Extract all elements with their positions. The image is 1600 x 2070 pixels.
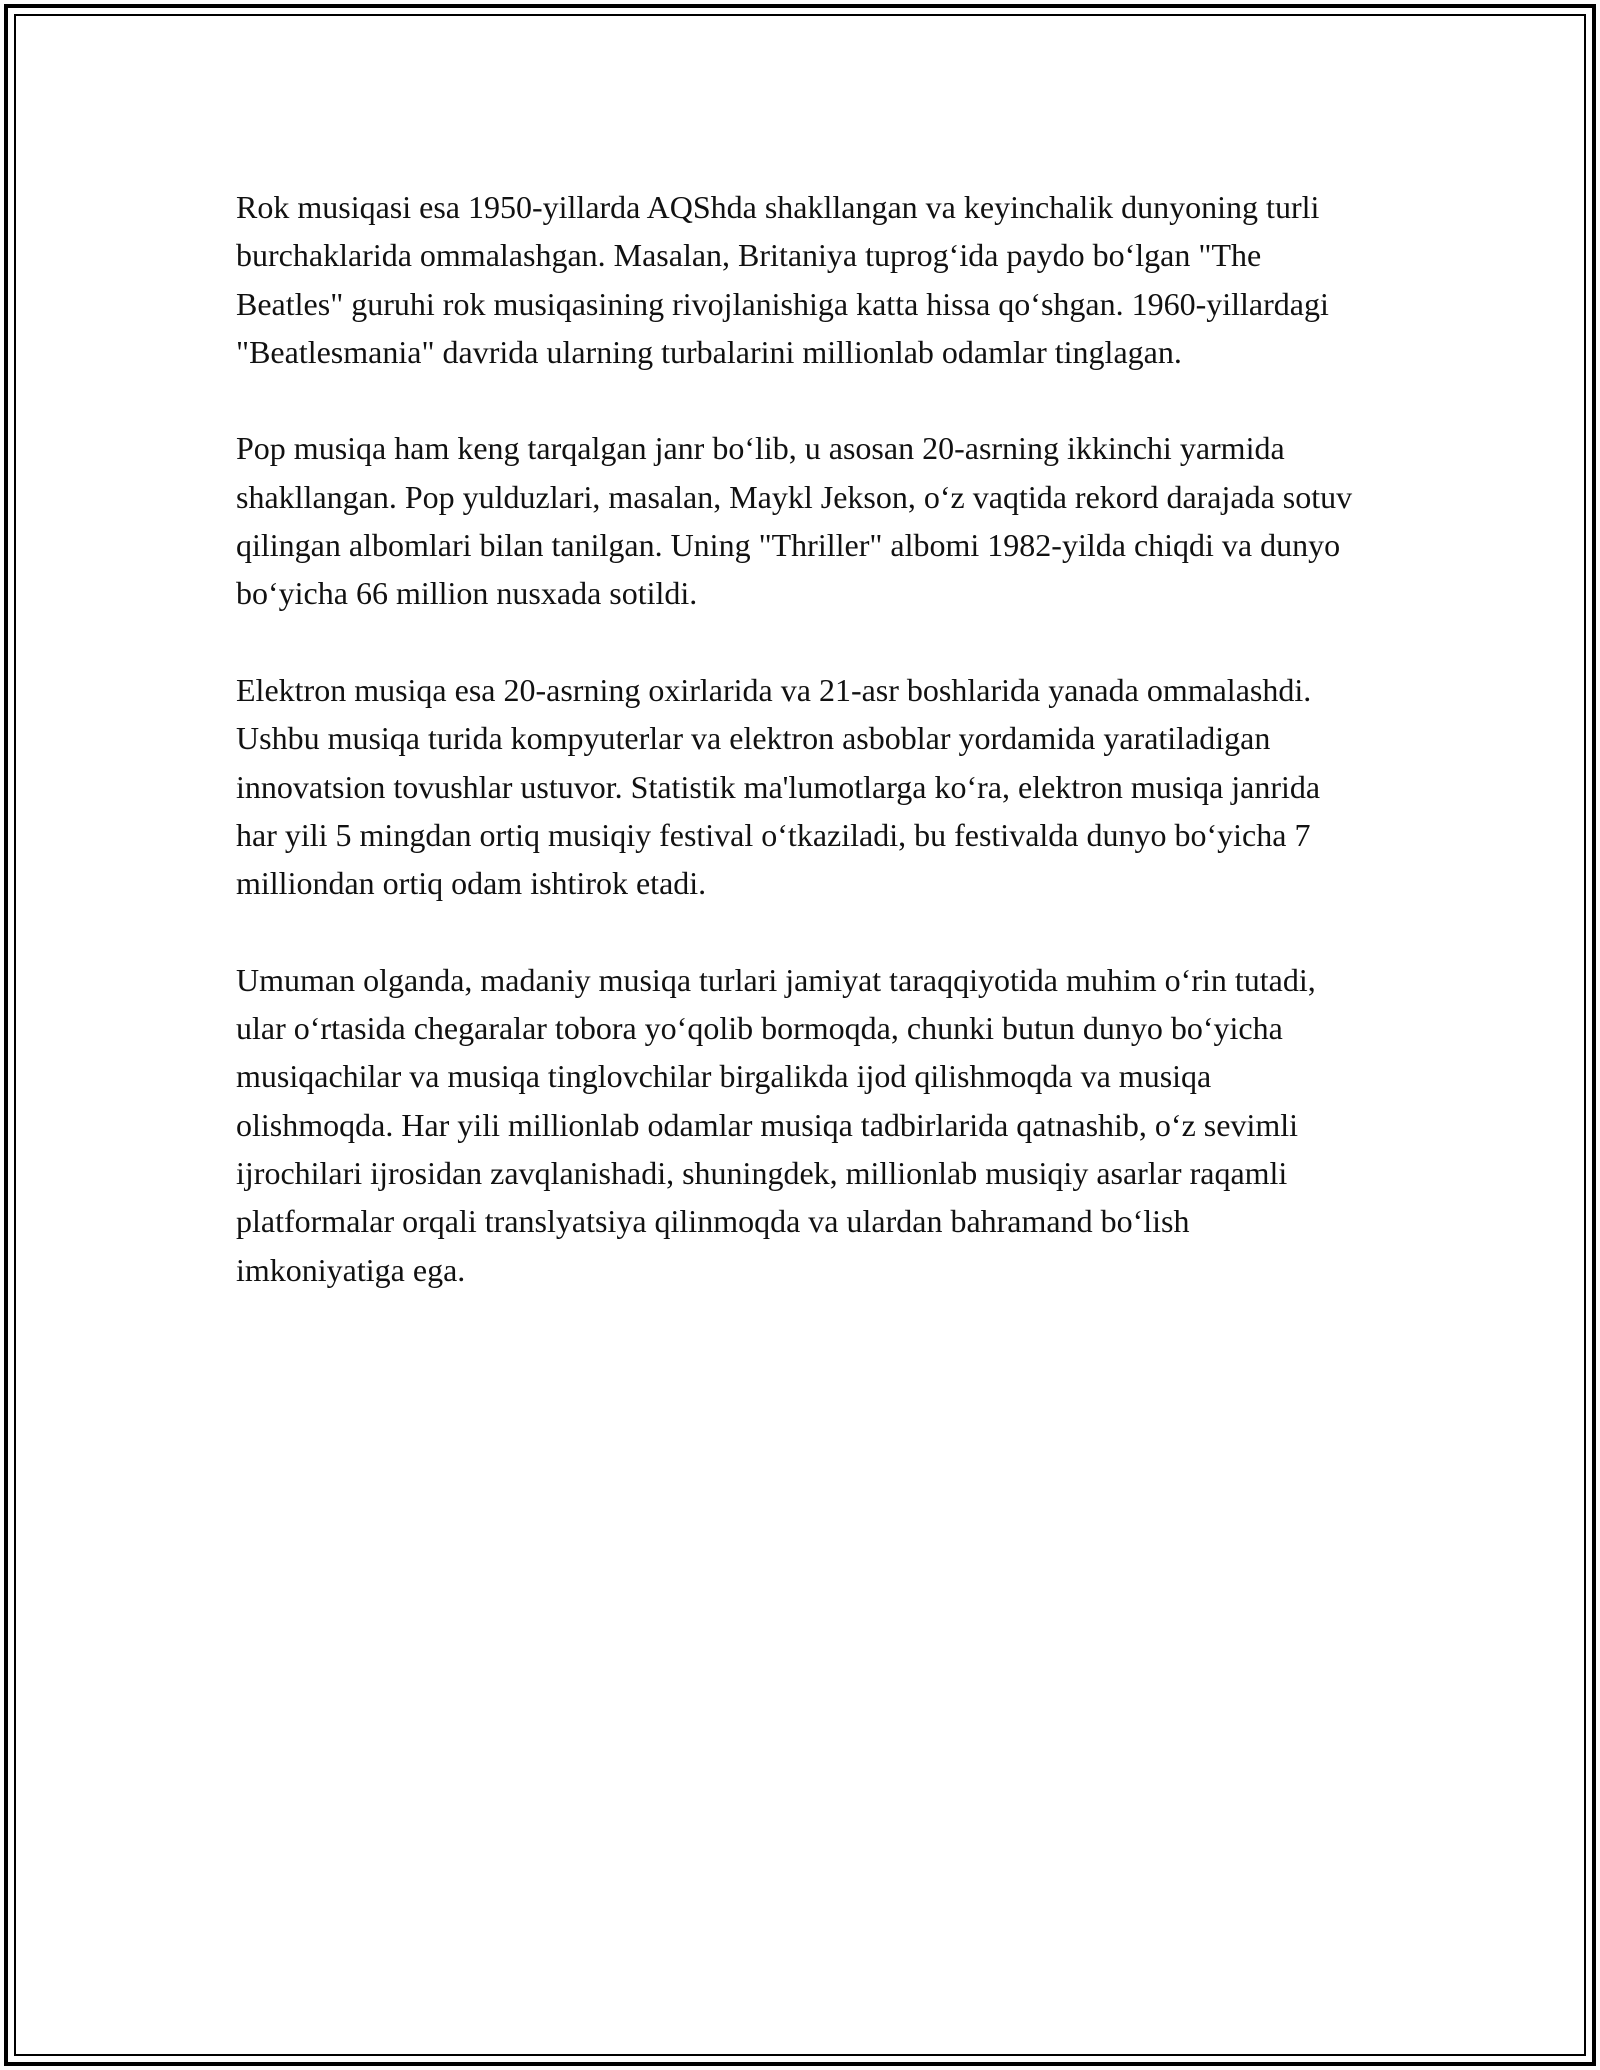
paragraph-pop-music: Pop musiqa ham keng tarqalgan janr bo‘lib, u asosan 20-asrning ikkinchi yarmida shakllangan. Pop yulduzlari, masalan, Maykl Jekson, o‘z vaqtida rekord darajada sotuv qilingan albomlari bilan tanilgan. Uning "Thriller" albomi 1982-yilda chiqdi va dunyo bo‘yicha 66 million nusxada sotildi. [236,430,1353,612]
paragraph-rock-music: Rok musiqasi esa 1950-yillarda AQShda shakllangan va keyinchalik dunyoning turli burchaklarida ommalashgan. Masalan, Britaniya tuprog‘ida paydo bo‘lgan "The Beatles" guruhi rok musiqasining rivojlanishiga katta hissa qo‘shgan. 1960-yillardagi "Beatlesmania" davrida ularning turbalarini millionlab odamlar tinglagan. [236,189,1329,370]
paragraph-electronic-music: Elektron musiqa esa 20-asrning oxirlarida va 21-asr boshlarida yanada ommalashdi. Ushbu musiqa turida kompyuterlar va elektron asboblar yordamida yaratiladigan innovatsion tovushlar ustuvor. Statistik ma'lumotlarga ko‘ra, elektron musiqa janrida har yili 5 mingdan ortiq musiqiy festival o‘tkaziladi, bu festivalda dunyo bo‘yicha 7 milliondan ortiq odam ishtirok etadi. [236,671,1321,902]
paragraph-conclusion: Umuman olganda, madaniy musiqa turlari jamiyat taraqqiyotida muhim o‘rin tutadi, ular o‘rtasida chegaralar tobora yo‘qolib bormoqda, chunki butun dunyo bo‘yicha musiqachilar va musiqa tinglovchilar birgalikda ijod qilishmoqda va musiqa olishmoqda. Har yili millionlab odamlar musiqa tadbirlarida qatnashib, o‘z sevimli ijrochilari ijrosidan zavqlanishadi, shuningdek, millionlab musiqiy asarlar raqamli platformalar orqali translyatsiya qilinmoqda va ulardan bahramand bo‘lish imkoniyatiga ega. [236,961,1316,1288]
document-body [236,183,1366,1342]
